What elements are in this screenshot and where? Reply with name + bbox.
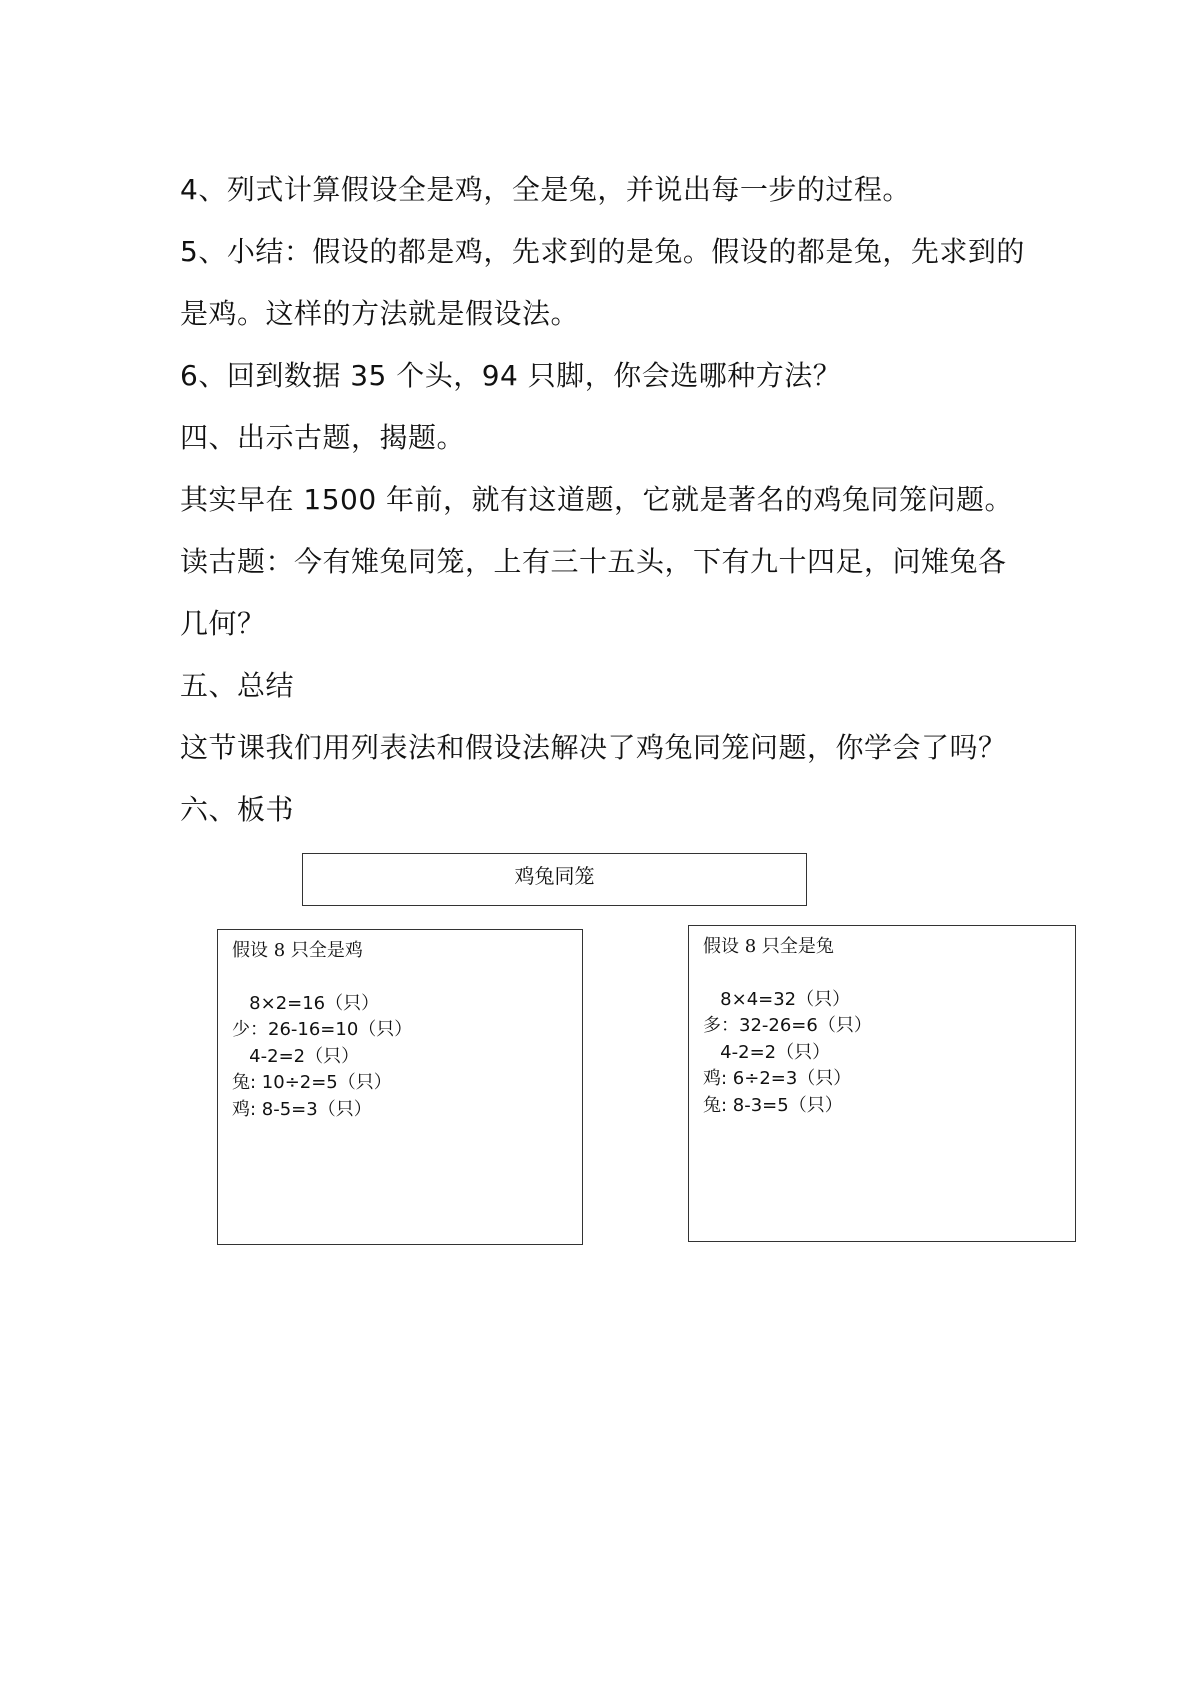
left-box-heading: 假设 8 只全是鸡 bbox=[232, 940, 363, 961]
right-box-line: 8×4=32（只） bbox=[703, 988, 851, 1010]
right-box-heading: 假设 8 只全是兔 bbox=[703, 936, 834, 957]
section-6-heading: 六、板书 bbox=[180, 793, 295, 826]
step-5-paragraph: 5、小结：假设的都是鸡，先求到的是兔。假设的都是兔，先求到的 bbox=[180, 235, 1025, 268]
history-paragraph: 其实早在 1500 年前，就有这道题，它就是著名的鸡兔同笼问题。 bbox=[180, 483, 1014, 516]
left-box-line: 8×2=16（只） bbox=[232, 992, 380, 1014]
board-title: 鸡兔同笼 bbox=[514, 864, 595, 888]
step-5-paragraph-continued: 是鸡。这样的方法就是假设法。 bbox=[180, 297, 580, 330]
board-left-box-chicken-assumption bbox=[217, 929, 583, 1245]
right-box-line: 多：32-26=6（只） bbox=[703, 1015, 872, 1036]
left-box-line: 兔: 10÷2=5（只） bbox=[232, 1072, 392, 1093]
left-box-line: 4-2=2（只） bbox=[232, 1045, 360, 1067]
ancient-problem-paragraph-continued: 几何？ bbox=[180, 607, 266, 640]
ancient-problem-paragraph: 读古题：今有雉兔同笼，上有三十五头，下有九十四足，问雉兔各 bbox=[180, 545, 1007, 578]
section-5-heading: 五、总结 bbox=[180, 669, 295, 702]
left-box-line: 鸡: 8-5=3（只） bbox=[232, 1098, 372, 1120]
board-right-box-rabbit-assumption bbox=[688, 925, 1076, 1242]
summary-paragraph: 这节课我们用列表法和假设法解决了鸡兔同笼问题，你学会了吗？ bbox=[180, 731, 1007, 764]
board-title-box bbox=[302, 853, 807, 906]
right-box-line: 鸡: 6÷2=3（只） bbox=[703, 1068, 852, 1089]
right-box-line: 兔: 8-3=5（只） bbox=[703, 1094, 843, 1116]
left-box-line: 少：26-16=10（只） bbox=[232, 1019, 413, 1040]
section-4-heading: 四、出示古题，揭题。 bbox=[180, 421, 466, 454]
right-box-line: 4-2=2（只） bbox=[703, 1041, 831, 1063]
step-4-paragraph: 4、列式计算假设全是鸡，全是兔，并说出每一步的过程。 bbox=[180, 173, 911, 206]
step-6-paragraph: 6、回到数据 35 个头，94 只脚，你会选哪种方法？ bbox=[180, 359, 842, 392]
